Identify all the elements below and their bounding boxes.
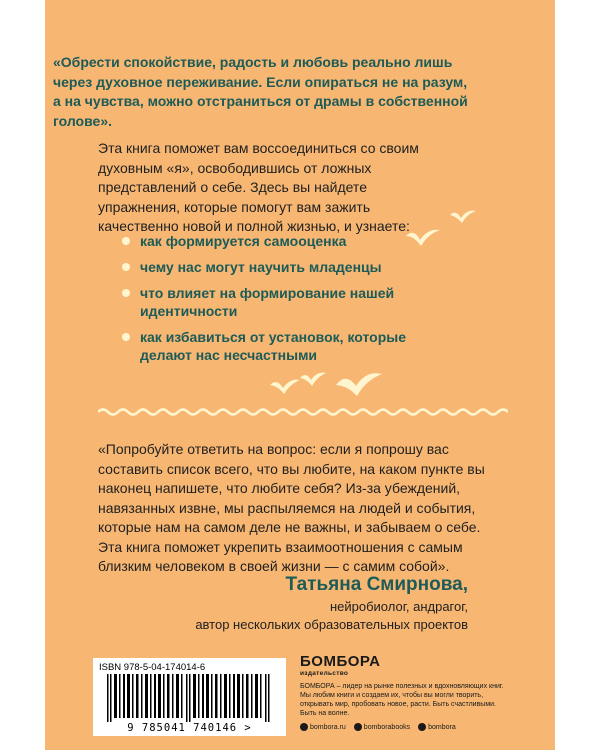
publisher-sub: издательство — [300, 670, 349, 677]
bullet-item: как избавиться от установок, которые делают нас несчастными — [122, 328, 422, 364]
publisher-links — [300, 723, 510, 731]
website-link[interactable]: bombora.ru — [300, 723, 346, 731]
bird-icon — [450, 211, 476, 223]
bullet-item: как формируется самооценка — [122, 232, 422, 250]
top-quote: «Обрести спокойствие, радость и любовь реально лишь через духовное переживание. Если опираться не на разум, а на чувства, можно отстраниться от драмы в собственной голове». — [53, 54, 468, 129]
author-role: нейробиолог, андрагог, автор нескольких образовательных проектов — [195, 599, 468, 632]
bird-icon — [336, 373, 382, 396]
bullet-item: что влияет на формирование нашей идентичности — [122, 284, 422, 320]
barcode-icon — [97, 674, 282, 722]
publisher-block — [300, 654, 510, 731]
telegram-link[interactable]: bombora — [418, 723, 456, 731]
publisher-logo: БОМБОРА — [300, 653, 381, 670]
telegram-icon — [418, 723, 426, 731]
author-name: Татьяна Смирнова, — [285, 574, 468, 595]
publisher-tagline: БОМБОРА – лидер на рынке полезных и вдохновляющих книг. Мы любим книги и создаем их, чтобы вы могли творить, открывать мир, пробовать новое, расти. Быть счастливыми. Быть на волне. — [300, 683, 504, 717]
barcode-area — [93, 658, 286, 736]
wavy-divider — [98, 404, 508, 420]
bird-icon — [300, 373, 326, 386]
isbn-label: ISBN 978-5-04-174014-6 — [99, 662, 206, 673]
bird-icon — [270, 380, 300, 394]
author-quote: «Попробуйте ответить на вопрос: если я попрошу вас составить список всего, что вы любите, на каком пункте вы наконец напишете, что любите себя? Из-за убеждений, навязанных извне, мы распыляемся на людей и события, которые нам на самом деле не важны, и забываем о себе. Эта книга поможет укрепить взаимоотношения с самым близким человеком в своей жизни — с самим собой». — [98, 441, 485, 574]
vk-icon — [354, 723, 362, 731]
vk-link[interactable]: bomborabooks — [354, 723, 410, 731]
barcode-digits: 9 785041 740146 > — [127, 722, 252, 734]
bullet-item: чему нас могут научить младенцы — [122, 258, 422, 276]
intro-paragraph: Эта книга поможет вам воссоединиться со своим духовным «я», освободившись от ложных представлений о себе. Здесь вы найдете упражнения, которые помогут вам зажить качественно новой и полной жизнью, и узнаете: — [98, 140, 419, 234]
globe-icon — [300, 723, 308, 731]
bird-icon — [406, 230, 440, 246]
